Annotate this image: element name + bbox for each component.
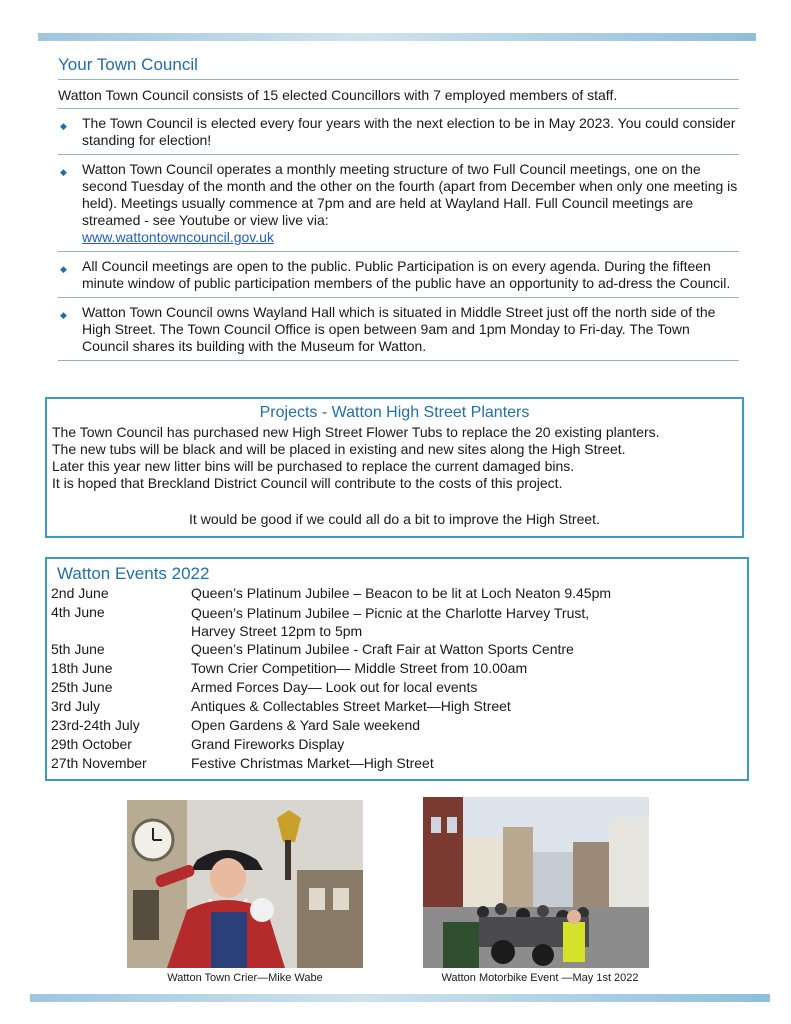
event-date: 29th October: [51, 736, 132, 752]
motorbike-event-photo: [423, 797, 649, 968]
bottom-decorative-bar: [30, 994, 770, 1002]
event-row: [47, 603, 747, 640]
event-date: 3rd July: [51, 698, 101, 714]
list-item: ◆ Watton Town Council owns Wayland Hall which is situated in Middle Street just off the north side of the High Street. The Town Council Office is open between 9am and 1pm Monday to Fri-day. The Town Council shares its building with the Museum for Watton.: [58, 298, 739, 361]
projects-line: The new tubs will be black and will be placed in existing and new sites along the High Street.: [52, 441, 626, 457]
event-date: 2nd June: [51, 585, 109, 601]
council-intro: Watton Town Council consists of 15 elected Councillors with 7 employed members of staff.: [58, 80, 739, 109]
photo-caption: Watton Town Crier—Mike Wabe: [167, 972, 323, 984]
event-description: Town Crier Competition— Middle Street from 10.00am: [191, 660, 528, 676]
event-date: 18th June: [51, 660, 113, 676]
event-date: 23rd-24th July: [51, 717, 140, 733]
event-description: Armed Forces Day— Look out for local events: [191, 679, 478, 695]
projects-box: [45, 397, 744, 538]
event-row: [47, 678, 747, 697]
event-description: Queen’s Platinum Jubilee - Craft Fair at Watton Sports Centre: [191, 641, 574, 657]
projects-line: The Town Council has purchased new High Street Flower Tubs to replace the 20 existing planters.: [52, 424, 660, 440]
town-crier-photo: [127, 800, 363, 968]
event-description: Queen’s Platinum Jubilee – Picnic at the Charlotte Harvey Trust, Harvey Street 12pm to 5pm: [191, 605, 590, 639]
events-box: [45, 557, 749, 781]
event-description: Queen’s Platinum Jubilee – Beacon to be lit at Loch Neaton 9.45pm: [191, 585, 612, 601]
event-row: [47, 735, 747, 754]
event-date: 25th June: [51, 679, 113, 695]
event-description: Antiques & Collectables Street Market—High Street: [191, 698, 511, 714]
events-title: Watton Events 2022: [57, 564, 210, 583]
diamond-bullet-icon: ◆: [60, 264, 67, 274]
projects-closing: It would be good if we could all do a bit to improve the High Street.: [189, 511, 600, 527]
event-row: [47, 584, 747, 603]
projects-body: [52, 424, 742, 492]
list-item: ◆ The Town Council is elected every four years with the next election to be in May 2023. You could consider standing for election!: [58, 109, 739, 155]
top-decorative-bar: [38, 33, 756, 41]
projects-line: Later this year new litter bins will be purchased to replace the current damaged bins.: [52, 458, 575, 474]
diamond-bullet-icon: ◆: [60, 121, 67, 131]
photo-caption: Watton Motorbike Event —May 1st 2022: [441, 972, 639, 984]
list-item: ◆ All Council meetings are open to the public. Public Participation is on every agenda. During the fifteen minute window of public participation members of the public have an opportunity to ad-dress the Council.: [58, 252, 739, 298]
event-row: [47, 754, 747, 773]
projects-line: It is hoped that Breckland District Council will contribute to the costs of this project.: [52, 475, 563, 491]
council-website-link[interactable]: www.wattontowncouncil.gov.uk: [82, 229, 274, 245]
town-council-section: [58, 50, 739, 361]
event-description: Grand Fireworks Display: [191, 736, 345, 752]
event-description: Festive Christmas Market—High Street: [191, 755, 434, 771]
diamond-bullet-icon: ◆: [60, 167, 67, 177]
diamond-bullet-icon: ◆: [60, 310, 67, 320]
event-row: [47, 659, 747, 678]
event-date: 27th November: [51, 755, 147, 771]
event-row: [47, 640, 747, 659]
event-date: 5th June: [51, 641, 105, 657]
section-title: Your Town Council: [58, 50, 739, 80]
event-row: [47, 716, 747, 735]
projects-title: Projects - Watton High Street Planters: [259, 404, 530, 421]
event-description: Open Gardens & Yard Sale weekend: [191, 717, 421, 733]
event-row: [47, 697, 747, 716]
event-date: 4th June: [51, 604, 105, 620]
list-item: ◆ Watton Town Council operates a monthly meeting structure of two Full Council meetings, one on the second Tuesday of the month and the other on the fourth (apart from December when only one meeting is held). Meetings usually commence at 7pm and are held at Wayland Hall. Full Council meetings are streamed - see Youtube or view live via: www.wattontowncouncil.gov.uk: [58, 155, 739, 252]
